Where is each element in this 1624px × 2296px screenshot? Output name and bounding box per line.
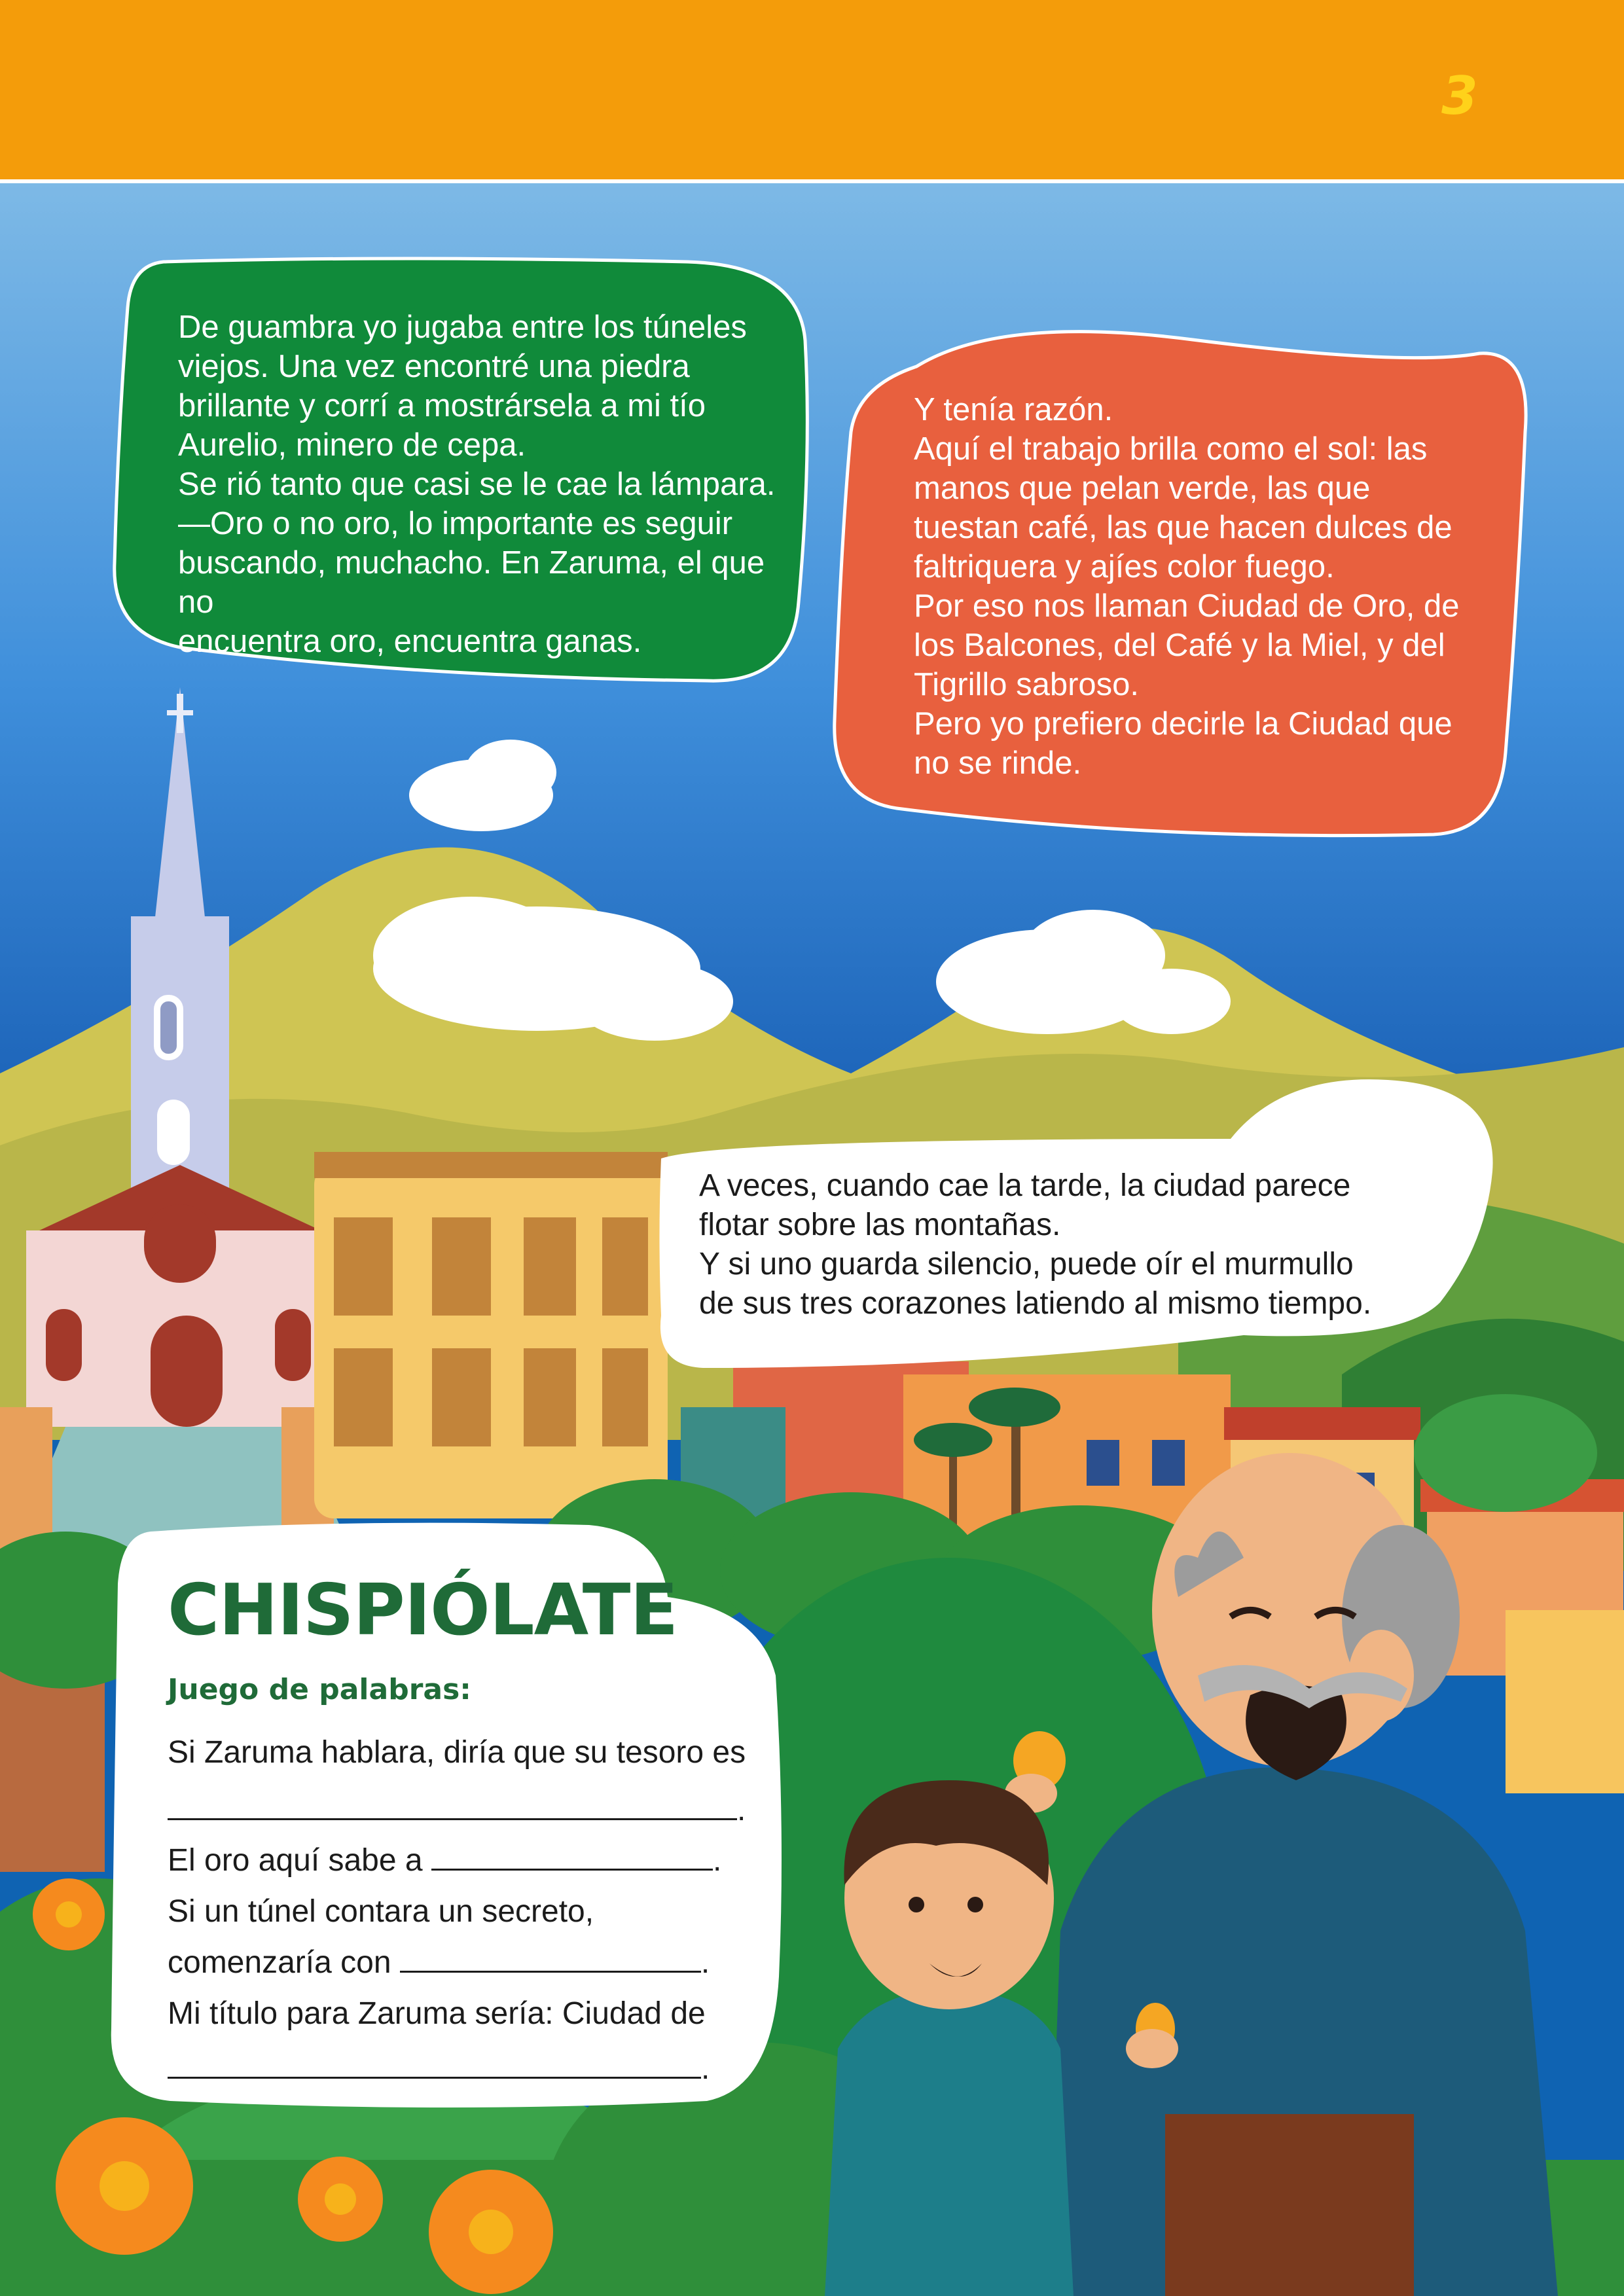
prompt-line-5 bbox=[168, 1996, 706, 2032]
white-bubble-text: A veces, cuando cae la tarde, la ciudad parece flotar sobre las montañas. Y si uno guarda silencio, puede oír el murmullo de sus tres corazones latiendo al mismo tiempo. bbox=[699, 1168, 1372, 1321]
answer-blank-1[interactable] bbox=[168, 1792, 746, 1828]
answer-blank-4[interactable] bbox=[168, 2051, 710, 2087]
prompt-line-2 bbox=[168, 1842, 721, 1878]
chispiolate-subtitle: Juego de palabras: bbox=[168, 1673, 471, 1706]
blank-period: . bbox=[737, 1793, 746, 1827]
blank-period: . bbox=[712, 1843, 722, 1878]
prompt-line-3 bbox=[168, 1893, 594, 1929]
prompt-text: Si un túnel contara un secreto, bbox=[168, 1894, 594, 1929]
answer-blank-2[interactable] bbox=[431, 1842, 713, 1871]
prompt-text: El oro aquí sabe a bbox=[168, 1843, 423, 1878]
page-number: 3 bbox=[1441, 65, 1478, 126]
balcony-building-icon bbox=[314, 1152, 668, 1518]
chispiolate-title: CHISPIÓLATE bbox=[168, 1570, 678, 1651]
prompt-text: Si Zaruma hablara, diría que su tesoro es bbox=[168, 1735, 746, 1770]
blank-period: . bbox=[701, 2051, 710, 2086]
prompt-text: comenzaría con bbox=[168, 1945, 391, 1980]
prompt-line-1 bbox=[168, 1734, 746, 1770]
green-bubble-text: De guambra yo jugaba entre los túneles viejos. Una vez encontré una piedra brillante y corrí a mostrársela a mi tío Aurelio, minero de cepa. Se rió tanto que casi se le cae la lámpara. —Oro o no oro, lo importante es seguir buscando, muchacho. En Zaruma, el que no encuentra oro, encuentra ganas. bbox=[178, 310, 776, 659]
answer-blank-3[interactable] bbox=[400, 1945, 701, 1973]
blank-period: . bbox=[700, 1945, 710, 1980]
blank-line[interactable] bbox=[168, 1792, 737, 1820]
prompt-text: Mi título para Zaruma sería: Ciudad de bbox=[168, 1996, 706, 2031]
prompt-line-4 bbox=[168, 1945, 710, 1981]
header-bar bbox=[0, 0, 1624, 179]
blank-line[interactable] bbox=[168, 2051, 701, 2079]
red-bubble-text: Y tenía razón. Aquí el trabajo brilla como el sol: las manos que pelan verde, las que tuestan café, las que hacen dulces de faltriquera y ajíes color fuego. Por eso nos llaman Ciudad de Oro, de los Balcones, del Café y la Miel, y del Tigrillo sabroso. Pero yo prefiero decirle la Ciudad que no se rinde. bbox=[914, 392, 1460, 781]
